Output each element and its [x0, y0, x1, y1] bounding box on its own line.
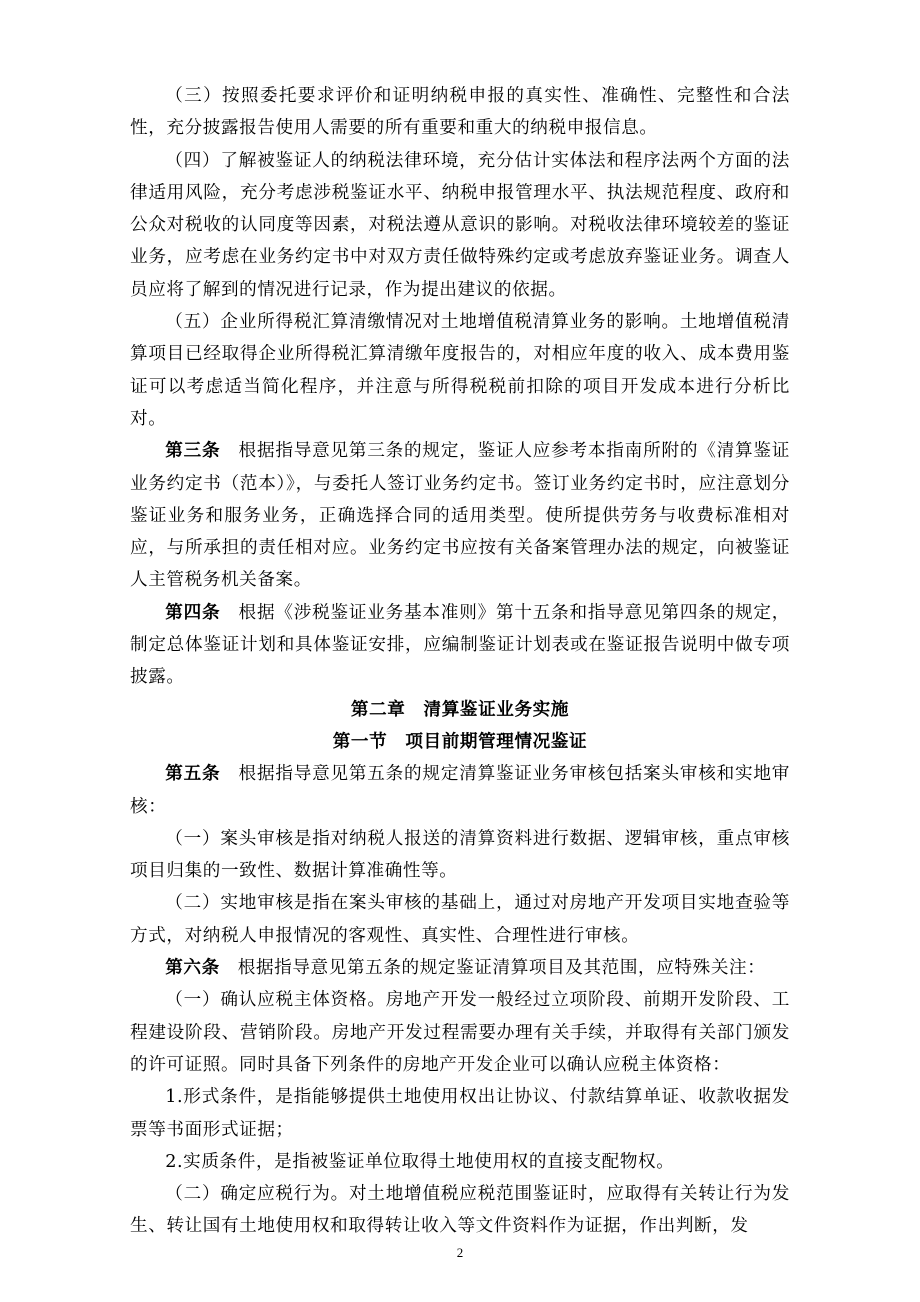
article-6-condition-1: 1.形式条件，是指能够提供土地使用权出让协议、付款结算单证、收款收据发票等书面形式证据； — [130, 1087, 790, 1140]
page-number: 2 — [456, 1245, 464, 1260]
paragraph-item-5: （五）企业所得税汇算清缴情况对土地增值税清算业务的影响。土地增值税清算项目已经取得企业所得税汇算清缴年度报告的，对相应年度的收入、成本费用鉴证可以考虑适当简化程序，并注意与所得税税前扣除的项目开发成本进行分析比对。 — [130, 312, 790, 429]
article-4-text: 根据《涉税鉴证业务基本准则》第十五条和指导意见第四条的规定，制定总体鉴证计划和具体鉴证安排，应编制鉴证计划表或在鉴证报告说明中做专项披露。 — [130, 602, 790, 688]
article-4 — [130, 597, 790, 694]
article-5-text: 根据指导意见第五条的规定清算鉴证业务审核包括案头审核和实地审核： — [130, 764, 790, 817]
article-6-text: 根据指导意见第五条的规定鉴证清算项目及其范围，应特殊关注： — [237, 958, 766, 979]
chapter-heading — [130, 694, 790, 726]
article-6-condition-2: 2.实质条件，是指被鉴证单位取得土地使用权的直接支配物权。 — [165, 1151, 675, 1172]
article-3-text: 根据指导意见第三条的规定，鉴证人应参考本指南所附的《清算鉴证业务约定书（范本）》，与委托人签订业务约定书。签订业务约定书时，应注意划分鉴证业务和服务业务，正确选择合同的适用类型。使所提供劳务与收费标准相对应，与所承担的责任相对应。业务约定书应按有关备案管理办法的规定，向被鉴证人主管税务机关备案。 — [130, 441, 790, 591]
article-3-label: 第三条 — [165, 440, 221, 462]
document-page — [130, 80, 790, 1243]
article-6 — [130, 952, 790, 984]
article-5 — [130, 758, 790, 823]
article-5-item-2: （二）实地审核是指在案头审核的基础上，通过对房地产开发项目实地查验等方式，对纳税人申报情况的客观性、真实性、合理性进行审核。 — [130, 893, 790, 946]
article-5-item-1: （一）案头审核是指对纳税人报送的清算资料进行数据、逻辑审核，重点审核项目归集的一致性、数据计算准确性等。 — [130, 828, 790, 882]
article-3 — [130, 435, 790, 596]
paragraph-item-4: （四）了解被鉴证人的纳税法律环境，充分估计实体法和程序法两个方面的法律适用风险，充分考虑涉税鉴证水平、纳税申报管理水平、执法规范程度、政府和公众对税收的认同度等因素，对税法遵从意识的影响。对税收法律环境较差的鉴证业务，应考虑在业务约定书中对双方责任做特殊约定或考虑放弃鉴证业务。调查人员应将了解到的情况进行记录，作为提出建议的依据。 — [130, 150, 790, 300]
chapter-number: 第二章 — [350, 699, 406, 720]
article-6-label: 第六条 — [165, 957, 220, 979]
article-5-label: 第五条 — [165, 763, 221, 785]
article-6-item-1: （一）确认应税主体资格。房地产开发一般经过立项阶段、前期开发阶段、工程建设阶段、营销阶段。房地产开发过程需要办理有关手续，并取得有关部门颁发的许可证照。同时具备下列条件的房地产开发企业可以确认应税主体资格： — [130, 990, 790, 1075]
article-6-item-2: （二）确定应税行为。对土地增值税应税范围鉴证时，应取得有关转让行为发生、转让国有土地使用权和取得转让收入等文件资料作为证据，作出判断，发 — [130, 1184, 790, 1237]
section-heading — [130, 726, 790, 758]
section-number: 第一节 — [332, 731, 388, 752]
chapter-title: 清算鉴证业务实施 — [423, 699, 570, 720]
paragraph-item-3: （三）按照委托要求评价和证明纳税申报的真实性、准确性、完整性和合法性，充分披露报告使用人需要的所有重要和重大的纳税申报信息。 — [130, 86, 790, 139]
section-title: 项目前期管理情况鉴证 — [405, 731, 588, 752]
article-4-label: 第四条 — [165, 601, 221, 623]
